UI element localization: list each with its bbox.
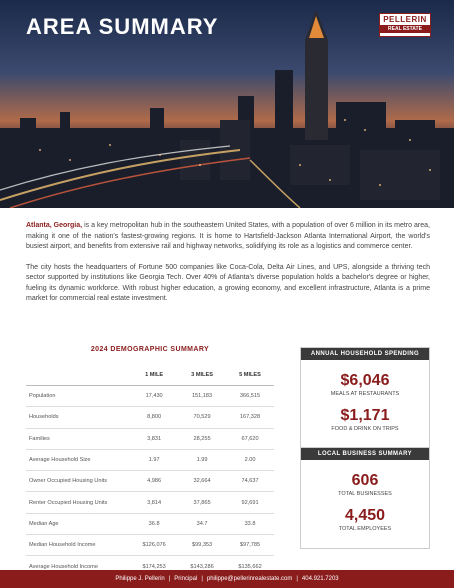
footer-contact-bar: Philippe J. Pellerin | Principal | philippe@pellerinrealestate.com | 404.921.7203: [0, 570, 454, 588]
company-logo: [379, 13, 431, 37]
footer-role: Principal: [174, 576, 198, 582]
stat-value: $1,171: [340, 407, 390, 424]
cell: 1.99: [178, 449, 226, 470]
table-row: [26, 407, 274, 428]
table-row: [26, 471, 274, 492]
spending-panel: [300, 347, 430, 451]
cell: 70,529: [178, 407, 226, 428]
cell: 33.8: [226, 513, 274, 534]
spending-stat-2: [301, 407, 429, 432]
header-1-mile: 1 MILE: [130, 365, 178, 386]
cell: $135,662: [226, 556, 274, 577]
intro-highlight: Atlanta, Georgia,: [26, 222, 83, 229]
demographic-table: [26, 365, 274, 578]
table-header-row: [26, 365, 274, 386]
cell: 36.8: [130, 513, 178, 534]
header-3-miles: 3 MILES: [178, 365, 226, 386]
row-label: Median Household Income: [26, 535, 130, 556]
stat-label: TOTAL EMPLOYEES: [338, 526, 392, 532]
table-row: [26, 535, 274, 556]
intro-paragraph-2: The city hosts the headquarters of Fortune 500 companies like Coca-Cola, Delta Air Lines, and UPS, alongside a thriving tech sector supported by institutions like Georgia Tech. Over 40% of Atlanta's diverse population holds a bachelor's degree or higher, fueling its dynamic workforce. With robust higher education, a growing economy, and excellent infrastructure, Atlanta is a prime market for commercial real estate investment.: [26, 263, 430, 302]
row-label: Families: [26, 428, 130, 449]
stat-value: 4,450: [344, 507, 386, 524]
cell: 92,691: [226, 492, 274, 513]
business-stat-1: [301, 472, 429, 497]
row-label: Median Age: [26, 513, 130, 534]
table-row: [26, 513, 274, 534]
table-row: [26, 428, 274, 449]
row-label: Average Household Size: [26, 449, 130, 470]
hero-city-image: [0, 0, 454, 208]
cell: 3,831: [130, 428, 178, 449]
header-blank: [26, 365, 130, 386]
cell: 4,986: [130, 471, 178, 492]
cell: 67,620: [226, 428, 274, 449]
cell: $126,076: [130, 535, 178, 556]
logo-bottom-text: REAL ESTATE: [380, 25, 430, 33]
logo-top-text: PELLERIN: [383, 15, 427, 24]
cell: 32,664: [178, 471, 226, 492]
table-row: [26, 492, 274, 513]
table-row: [26, 449, 274, 470]
stat-label: MEALS AT RESTAURANTS: [330, 391, 400, 397]
footer-phone[interactable]: 404.921.7203: [301, 576, 339, 582]
cell: 34.7: [178, 513, 226, 534]
intro-text: [26, 221, 430, 315]
business-title: LOCAL BUSINESS SUMMARY: [301, 448, 429, 460]
intro-p1-rest: is a key metropolitan hub in the southeastern United States, with a population of over 6 million in its metro area, making it one of the nation's fastest-growing regions. It is home to Hartsfield-Jackson Atlanta International Airport, the world's busiest airport, and benefits from extensive rail and highway networks, solidifying its role as a logistics and commerce center.: [26, 222, 430, 250]
row-label: Population: [26, 386, 130, 407]
page-title: AREA SUMMARY: [26, 14, 219, 39]
cell: 74,637: [226, 471, 274, 492]
cell: $97,785: [226, 535, 274, 556]
header-5-miles: 5 MILES: [226, 365, 274, 386]
row-label: Owner Occupied Housing Units: [26, 471, 130, 492]
cell: 366,515: [226, 386, 274, 407]
stat-value: 606: [351, 472, 379, 489]
cell: $174,253: [130, 556, 178, 577]
intro-paragraph-1: [26, 221, 430, 253]
row-label: Average Household Income: [26, 556, 130, 577]
cell: 3,814: [130, 492, 178, 513]
row-label: Renter Occupied Housing Units: [26, 492, 130, 513]
cell: $143,286: [178, 556, 226, 577]
business-stat-2: [301, 507, 429, 532]
spending-stat-1: [301, 372, 429, 397]
cell: 17,430: [130, 386, 178, 407]
cell: $99,353: [178, 535, 226, 556]
row-label: Households: [26, 407, 130, 428]
footer-email-link[interactable]: philippe@pellerinrealestate.com: [206, 576, 293, 582]
spending-title: ANNUAL HOUSEHOLD SPENDING: [301, 348, 429, 360]
footer-name: Philippe J. Pellerin: [115, 576, 165, 582]
cell: 37,865: [178, 492, 226, 513]
stat-label: TOTAL BUSINESSES: [338, 491, 392, 497]
cell: 8,800: [130, 407, 178, 428]
cell: 1.97: [130, 449, 178, 470]
cell: 167,328: [226, 407, 274, 428]
stat-value: $6,046: [340, 372, 390, 389]
table-row: [26, 386, 274, 407]
demographic-title: 2024 DEMOGRAPHIC SUMMARY: [90, 346, 210, 353]
cell: 151,183: [178, 386, 226, 407]
cell: 28,255: [178, 428, 226, 449]
stat-label: FOOD & DRINK ON TRIPS: [331, 426, 399, 432]
business-panel: [300, 447, 430, 549]
cell: 2.00: [226, 449, 274, 470]
